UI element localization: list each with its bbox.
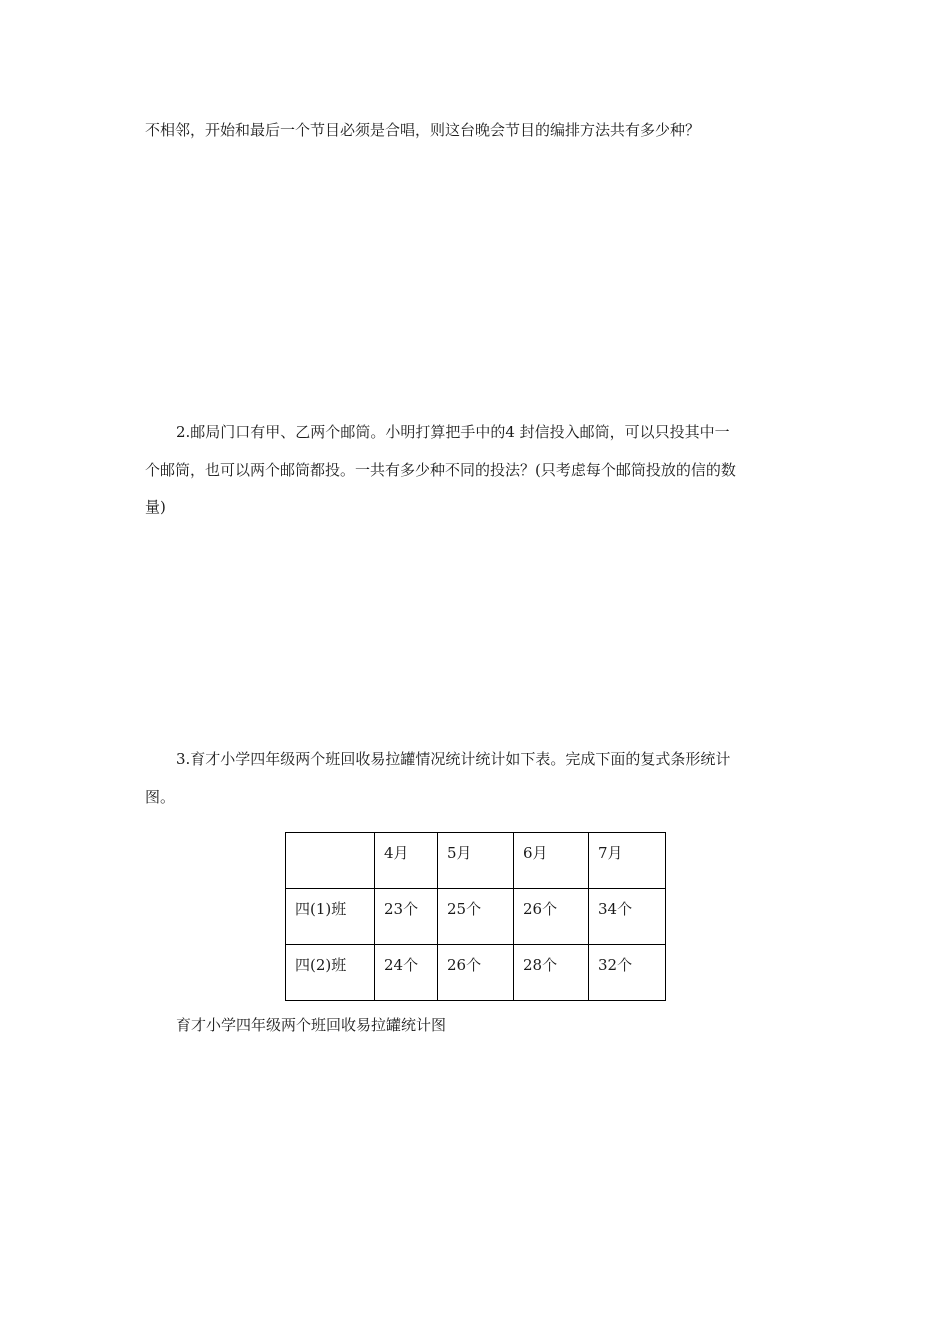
q2-text-line-2: 个邮筒，也可以两个邮筒都投。一共有多少种不同的投法？(只考虑每个邮筒投放的信的数 xyxy=(145,461,736,479)
table-header-cell-april: 4月 xyxy=(375,833,438,889)
table-cell: 24个 xyxy=(375,945,438,1001)
q2-text-line-1: 2.邮局门口有甲、乙两个邮筒。小明打算把手中的4 封信投入邮筒，可以只投其中一 xyxy=(176,423,730,441)
table-cell: 28个 xyxy=(514,945,589,1001)
table-cell: 26个 xyxy=(438,945,514,1001)
table-row xyxy=(286,945,666,1001)
q1-text-line-1: 不相邻，开始和最后一个节目必须是合唱，则这台晚会节目的编排方法共有多少种？ xyxy=(145,121,701,139)
table-header-cell-july: 7月 xyxy=(589,833,666,889)
chart-caption: 育才小学四年级两个班回收易拉罐统计图 xyxy=(176,1016,447,1034)
table-cell: 32个 xyxy=(589,945,666,1001)
table-row xyxy=(286,889,666,945)
table-row-label: 四(2)班 xyxy=(286,945,375,1001)
table-cell: 26个 xyxy=(514,889,589,945)
recycling-stats-table xyxy=(285,832,666,1001)
table-cell: 23个 xyxy=(375,889,438,945)
table-row-label: 四(1)班 xyxy=(286,889,375,945)
table-header-cell-empty xyxy=(286,833,375,889)
q3-text-line-2: 图。 xyxy=(145,788,176,806)
table-header-cell-june: 6月 xyxy=(514,833,589,889)
table-header-row xyxy=(286,833,666,889)
table-cell: 25个 xyxy=(438,889,514,945)
q3-text-line-1: 3.育才小学四年级两个班回收易拉罐情况统计统计如下表。完成下面的复式条形统计 xyxy=(176,750,731,768)
table-cell: 34个 xyxy=(589,889,666,945)
q2-text-line-3: 量) xyxy=(145,498,166,516)
table-header-cell-may: 5月 xyxy=(438,833,514,889)
